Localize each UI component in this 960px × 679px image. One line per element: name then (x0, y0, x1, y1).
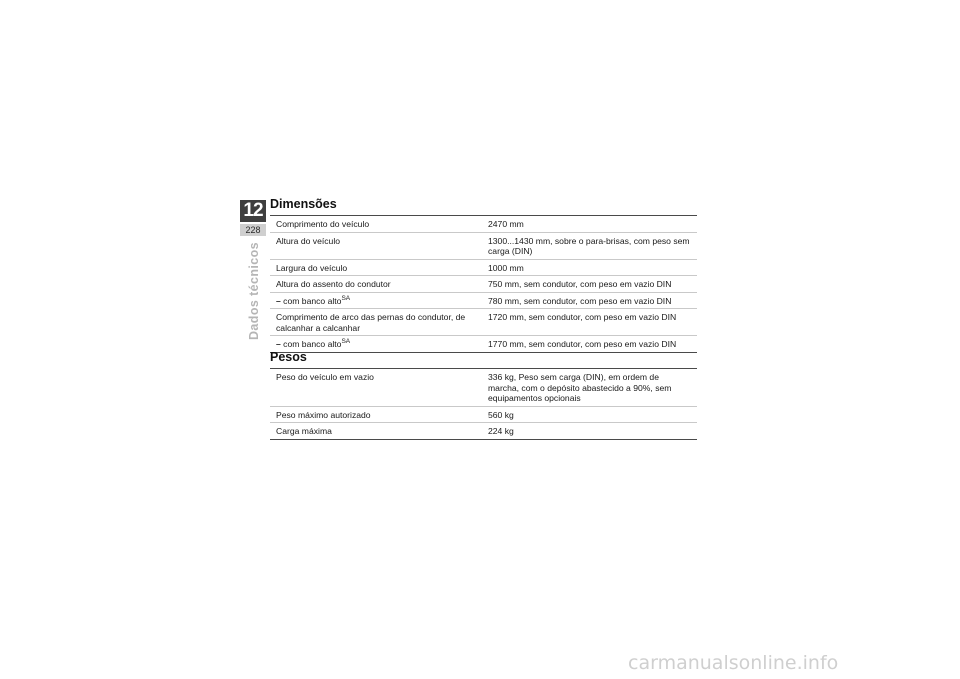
row-value: 750 mm, sem condutor, com peso em vazio DIN (482, 276, 697, 293)
row-label: Peso máximo autorizado (270, 406, 482, 423)
sa-superscript: SA (341, 294, 351, 302)
row-value: 1300...1430 mm, sobre o para-brisas, com peso sem carga (DIN) (482, 232, 697, 259)
row-value: 2470 mm (482, 216, 697, 233)
section-title-dimensions: Dimensões (270, 197, 337, 211)
row-value: 1770 mm, sem condutor, com peso em vazio DIN (482, 336, 697, 353)
watermark: carmanualsonline.info (628, 652, 839, 674)
row-label: Peso do veículo em vazio (270, 369, 482, 407)
table-row (270, 216, 697, 233)
table-row (270, 423, 697, 440)
row-label: Carga máxima (270, 423, 482, 440)
page-number: 228 (240, 224, 266, 236)
sa-superscript: SA (341, 338, 351, 346)
table-row (270, 336, 697, 353)
row-label-sub (270, 292, 482, 309)
row-label: Comprimento de arco das pernas do condutor, de calcanhar a calcanhar (270, 309, 482, 336)
row-label: Largura do veículo (270, 259, 482, 276)
table-row (270, 369, 697, 407)
row-label: Comprimento do veículo (270, 216, 482, 233)
table-row (270, 259, 697, 276)
table-row (270, 406, 697, 423)
weights-table (270, 368, 697, 440)
row-label-text: com banco alto (283, 339, 342, 349)
table-row (270, 309, 697, 336)
row-value: 780 mm, sem condutor, com peso em vazio DIN (482, 292, 697, 309)
row-label: Altura do assento do condutor (270, 276, 482, 293)
chapter-side-title: Dados técnicos (247, 242, 261, 340)
row-value: 560 kg (482, 406, 697, 423)
row-value: 336 kg, Peso sem carga (DIN), em ordem de marcha, com o depósito abastecido a 90%, sem equipamentos opcionais (482, 369, 697, 407)
row-label-text: com banco alto (283, 295, 342, 306)
section-title-weights: Pesos (270, 350, 307, 364)
dimensions-table (270, 215, 697, 353)
chapter-number: 12 (240, 200, 266, 222)
table-row (270, 232, 697, 259)
row-value: 1720 mm, sem condutor, com peso em vazio DIN (482, 309, 697, 336)
table-row (270, 276, 697, 293)
dash-bullet: – (276, 295, 281, 306)
row-value: 1000 mm (482, 259, 697, 276)
row-label: Altura do veículo (270, 232, 482, 259)
dash-bullet: – (276, 339, 281, 349)
table-row (270, 292, 697, 309)
row-value: 224 kg (482, 423, 697, 440)
